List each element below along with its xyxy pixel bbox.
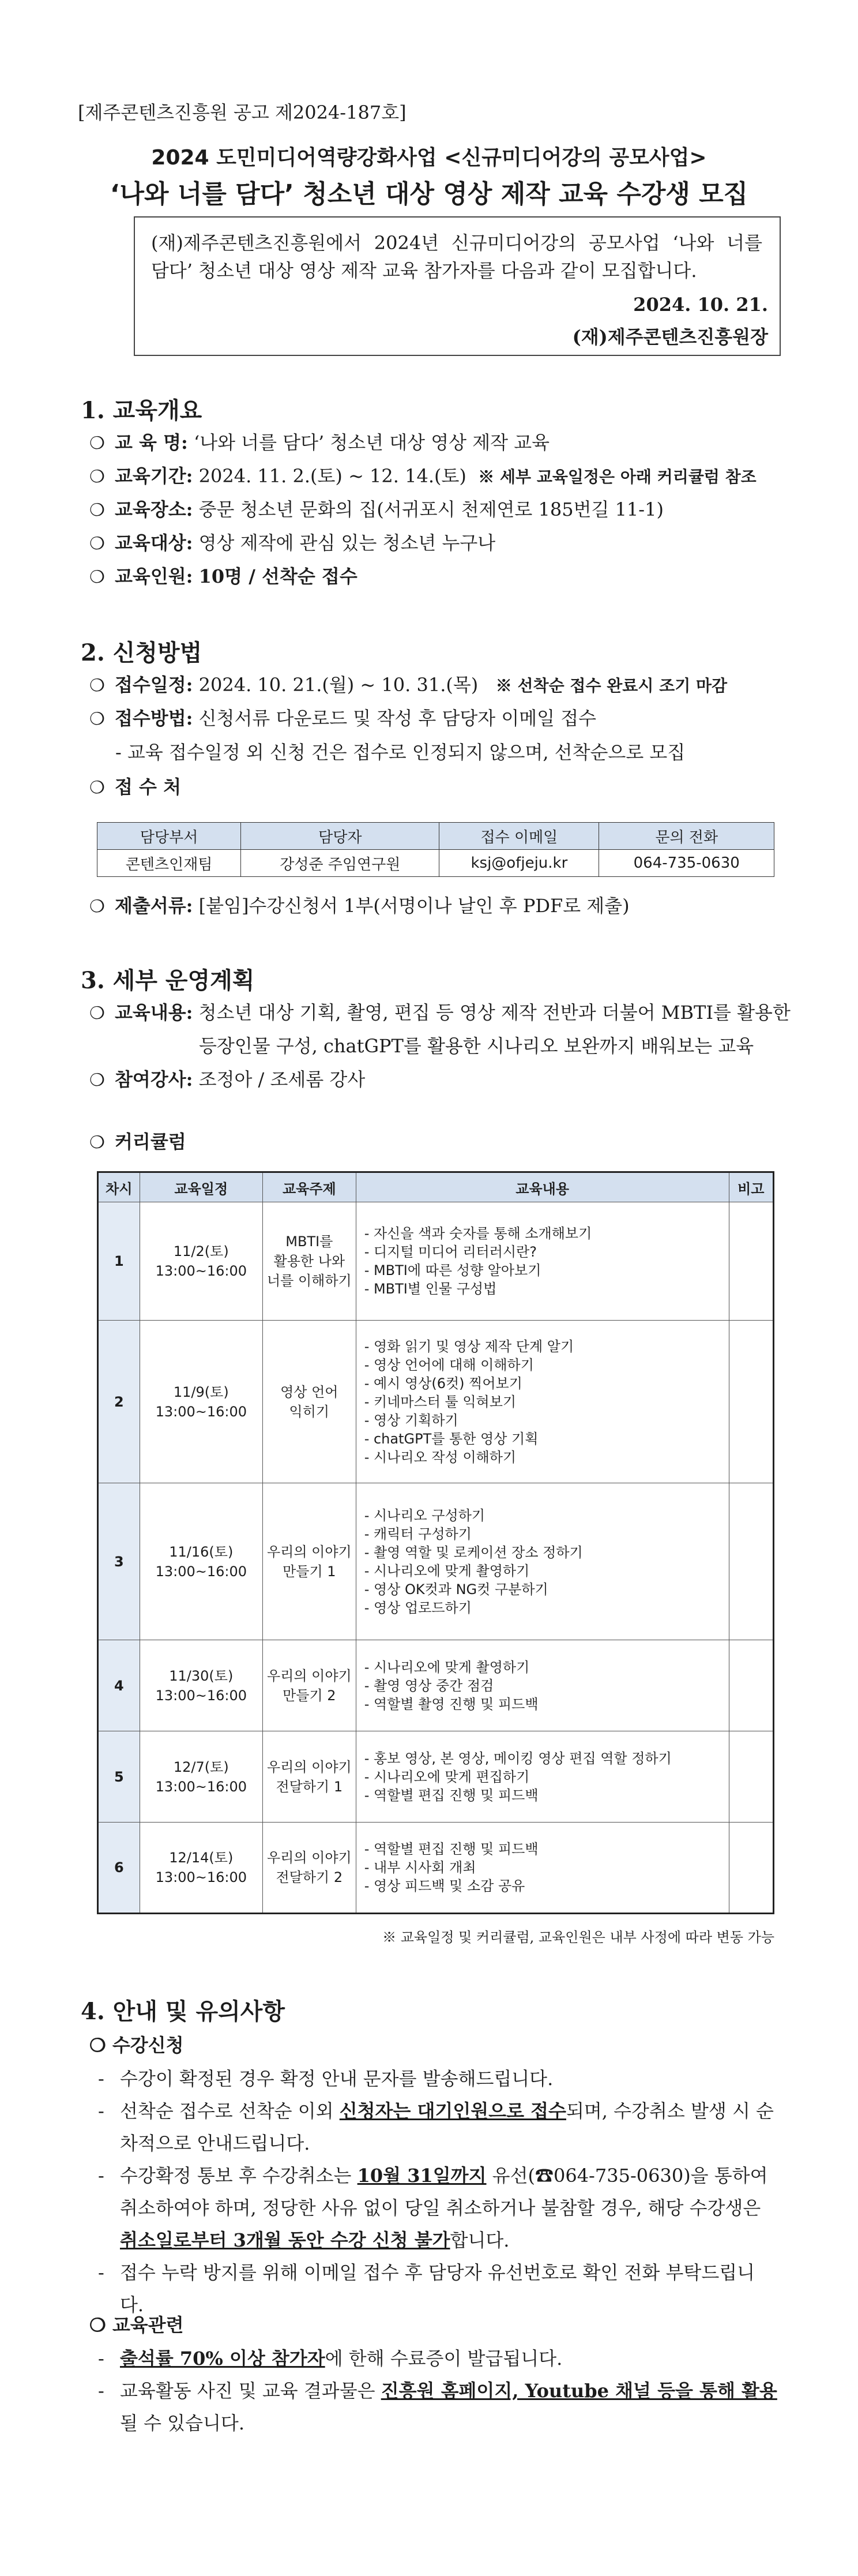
notice-number: [제주콘텐츠진흥원 공고 제2024-187호] (78, 102, 407, 123)
session-number: 2 (98, 1321, 140, 1483)
apply-method: ❍ 접수방법: 신청서류 다운로드 및 작성 후 담당자 이메일 접수 (89, 706, 596, 732)
table-row (98, 1640, 774, 1731)
session-date: 12/7(토) 13:00~16:00 (140, 1731, 262, 1823)
circle-bullet-icon: ❍ (89, 778, 105, 798)
contact-table (97, 822, 774, 877)
session-content: - 자신을 색과 숫자를 통해 소개해보기 - 디지털 미디어 리터러시란? - MBTI에 따른 성향 알아보기 - MBTI별 인물 구성법 (356, 1202, 729, 1321)
overview-item: ❍ 교육대상: 영상 제작에 관심 있는 청소년 누구나 (89, 530, 495, 557)
notice-line: - 접수 누락 방지를 위해 이메일 접수 후 담당자 유선번호로 확인 전화 부탁드립니다. (98, 2262, 755, 2316)
session-note (729, 1823, 773, 1914)
contact-header: 접수 이메일 (439, 823, 599, 850)
submit-docs: ❍ 제출서류: [붙임]수강신청서 1부(서명이나 날인 후 PDF로 제출) (89, 893, 630, 920)
session-note (729, 1483, 773, 1640)
session-topic: 우리의 이야기 만들기 1 (262, 1483, 356, 1640)
session-number: 3 (98, 1483, 140, 1640)
sub-heading-apply: ❍ 수강신청 (89, 2034, 184, 2056)
circle-bullet-icon: ❍ (89, 467, 105, 487)
section3-title: 3. 세부 운영계획 (81, 967, 255, 994)
session-number: 5 (98, 1731, 140, 1823)
notice-line: - 수강확정 통보 후 수강취소는 10월 31일까지 유선(☎064-735-0630)을 통하여 취소하여야 하며, 정당한 사유 없이 당일 취소하거나 불참할 경우, 해당 수강생은 취소일로부터 3개월 동안 수강 신청 불가합니다. (98, 2165, 768, 2251)
session-date: 12/14(토) 13:00~16:00 (140, 1823, 262, 1914)
notice-paragraphs-1 (98, 2063, 778, 2321)
edu-content: ❍ 교육내용: 청소년 대상 기획, 촬영, 편집 등 영상 제작 전반과 더불어 MBTI를 활용한 (89, 1000, 791, 1026)
circle-bullet-icon: ❍ (89, 676, 105, 696)
session-number: 6 (98, 1823, 140, 1914)
overview-item: ❍ 교육인원: 10명 / 선착순 접수 (89, 564, 358, 590)
overview-item: ❍ 교육기간: 2024. 11. 2.(토) ~ 12. 14.(토) ※ 세부 교육일정은 아래 커리큘럼 참조 (89, 463, 757, 490)
contact-dept: 콘텐츠인재팀 (97, 850, 241, 877)
contact-email-link[interactable]: ksj@ofjeju.kr (439, 850, 599, 877)
notice-line: - 선착순 접수로 선착순 이외 신청자는 대기인원으로 접수되며, 수강취소 발생 시 순차적으로 안내드립니다. (98, 2100, 774, 2154)
session-content: - 시나리오에 맞게 촬영하기 - 촬영 영상 중간 점검 - 역할별 촬영 진행 및 피드백 (356, 1640, 729, 1731)
session-date: 11/30(토) 13:00~16:00 (140, 1640, 262, 1731)
curriculum-heading: ❍ 커리큘럼 (89, 1129, 186, 1156)
session-note (729, 1321, 773, 1483)
circle-bullet-icon: ❍ (89, 2034, 112, 2056)
table-row (98, 1731, 774, 1823)
notice-line: - 출석률 70% 이상 참가자에 한해 수료증이 발급됩니다. (98, 2348, 563, 2369)
session-note (729, 1731, 773, 1823)
session-date: 11/16(토) 13:00~16:00 (140, 1483, 262, 1640)
circle-bullet-icon: ❍ (89, 534, 105, 554)
apply-method-note: - 교육 접수일정 외 신청 건은 접수로 인정되지 않으며, 선착순으로 모집 (115, 741, 686, 763)
curriculum-footnote: ※ 교육일정 및 커리큘럼, 교육인원은 내부 사정에 따라 변동 가능 (382, 1929, 774, 1945)
intro-box (134, 216, 781, 356)
notice-line: - 교육활동 사진 및 교육 결과물은 진흥원 홈페이지, Youtube 채널 등을 통해 활용될 수 있습니다. (98, 2380, 777, 2434)
session-date: 11/9(토) 13:00~16:00 (140, 1321, 262, 1483)
circle-bullet-icon: ❍ (89, 2314, 112, 2336)
circle-bullet-icon: ❍ (89, 500, 105, 520)
overview-item: ❍ 교육장소: 중문 청소년 문화의 집(서귀포시 천제연로 185번길 11-1) (89, 497, 664, 523)
contact-person: 강성준 주임연구원 (241, 850, 439, 877)
page-title-line2: ‘나와 너를 담다’ 청소년 대상 영상 제작 교육 수강생 모집 (110, 179, 748, 209)
intro-text: (재)제주콘텐츠진흥원에서 2024년 신규미디어강의 공모사업 ‘나와 너를 담다’ 청소년 대상 영상 제작 교육 참가자를 다음과 같이 모집합니다. (151, 232, 762, 282)
notice-paragraphs-2 (98, 2342, 778, 2439)
circle-bullet-icon: ❍ (89, 1133, 105, 1153)
curriculum-header: 교육내용 (356, 1172, 729, 1202)
contact-phone: 064-735-0630 (599, 850, 774, 877)
session-note (729, 1640, 773, 1731)
intro-date: 2024. 10. 21. (633, 294, 768, 316)
session-topic: 우리의 이야기 만들기 2 (262, 1640, 356, 1731)
session-date: 11/2(토) 13:00~16:00 (140, 1202, 262, 1321)
curriculum-table (97, 1171, 774, 1914)
circle-bullet-icon: ❍ (89, 433, 105, 453)
section4-title: 4. 안내 및 유의사항 (81, 1998, 285, 2025)
sub-heading-edu: ❍ 교육관련 (89, 2314, 184, 2336)
session-topic: 우리의 이야기 전달하기 2 (262, 1823, 356, 1914)
contact-header: 문의 전화 (599, 823, 774, 850)
contact-header: 담당자 (241, 823, 439, 850)
apply-schedule: ❍ 접수일정: 2024. 10. 21.(월) ~ 10. 31.(목) ※ 선착순 접수 완료시 조기 마감 (89, 672, 727, 699)
session-content: - 영화 읽기 및 영상 제작 단계 알기 - 영상 언어에 대해 이해하기 - 예시 영상(6컷) 찍어보기 - 키네마스터 툴 익혀보기 - 영상 기획하기 - chatGPT를 통한 영상 기획 - 시나리오 작성 이해하기 (356, 1321, 729, 1483)
session-number: 4 (98, 1640, 140, 1731)
intro-org: (재)제주콘텐츠진흥원장 (572, 326, 768, 348)
session-topic: MBTI를 활용한 나와 너를 이해하기 (262, 1202, 356, 1321)
notice-line: - 수강이 확정된 경우 확정 안내 문자를 발송해드립니다. (98, 2068, 554, 2090)
session-content: - 홍보 영상, 본 영상, 메이킹 영상 편집 역할 정하기 - 시나리오에 맞게 편집하기 - 역할별 편집 진행 및 피드백 (356, 1731, 729, 1823)
table-row (98, 1823, 774, 1914)
page-title-line1: 2024 도민미디어역량강화사업 <신규미디어강의 공모사업> (151, 146, 707, 170)
session-topic: 영상 언어 익히기 (262, 1321, 356, 1483)
contact-heading: ❍ 접 수 처 (89, 774, 181, 801)
lecturers: ❍ 참여강사: 조정아 / 조세롬 강사 (89, 1067, 365, 1093)
curriculum-header: 비고 (729, 1172, 773, 1202)
table-row (98, 1202, 774, 1321)
circle-bullet-icon: ❍ (89, 897, 105, 917)
section2-title: 2. 신청방법 (81, 639, 202, 666)
session-content: - 역할별 편집 진행 및 피드백 - 내부 시사회 개최 - 영상 피드백 및 소감 공유 (356, 1823, 729, 1914)
curriculum-header: 교육일정 (140, 1172, 262, 1202)
section1-title: 1. 교육개요 (81, 397, 202, 424)
table-row (98, 1483, 774, 1640)
session-topic: 우리의 이야기 전달하기 1 (262, 1731, 356, 1823)
session-content: - 시나리오 구성하기 - 캐릭터 구성하기 - 촬영 역할 및 로케이션 장소 정하기 - 시나리오에 맞게 촬영하기 - 영상 OK컷과 NG컷 구분하기 - 영상 업로드하기 (356, 1483, 729, 1640)
circle-bullet-icon: ❍ (89, 1070, 105, 1090)
edu-content-line2: 등장인물 구성, chatGPT를 활용한 시나리오 보완까지 배워보는 교육 (199, 1035, 754, 1057)
circle-bullet-icon: ❍ (89, 567, 105, 587)
table-row (98, 1321, 774, 1483)
circle-bullet-icon: ❍ (89, 1003, 105, 1023)
session-number: 1 (98, 1202, 140, 1321)
session-note (729, 1202, 773, 1321)
curriculum-header: 교육주제 (262, 1172, 356, 1202)
overview-item: ❍ 교 육 명: ‘나와 너를 담다’ 청소년 대상 영상 제작 교육 (89, 430, 550, 456)
curriculum-header: 차시 (98, 1172, 140, 1202)
circle-bullet-icon: ❍ (89, 709, 105, 729)
contact-header: 담당부서 (97, 823, 241, 850)
